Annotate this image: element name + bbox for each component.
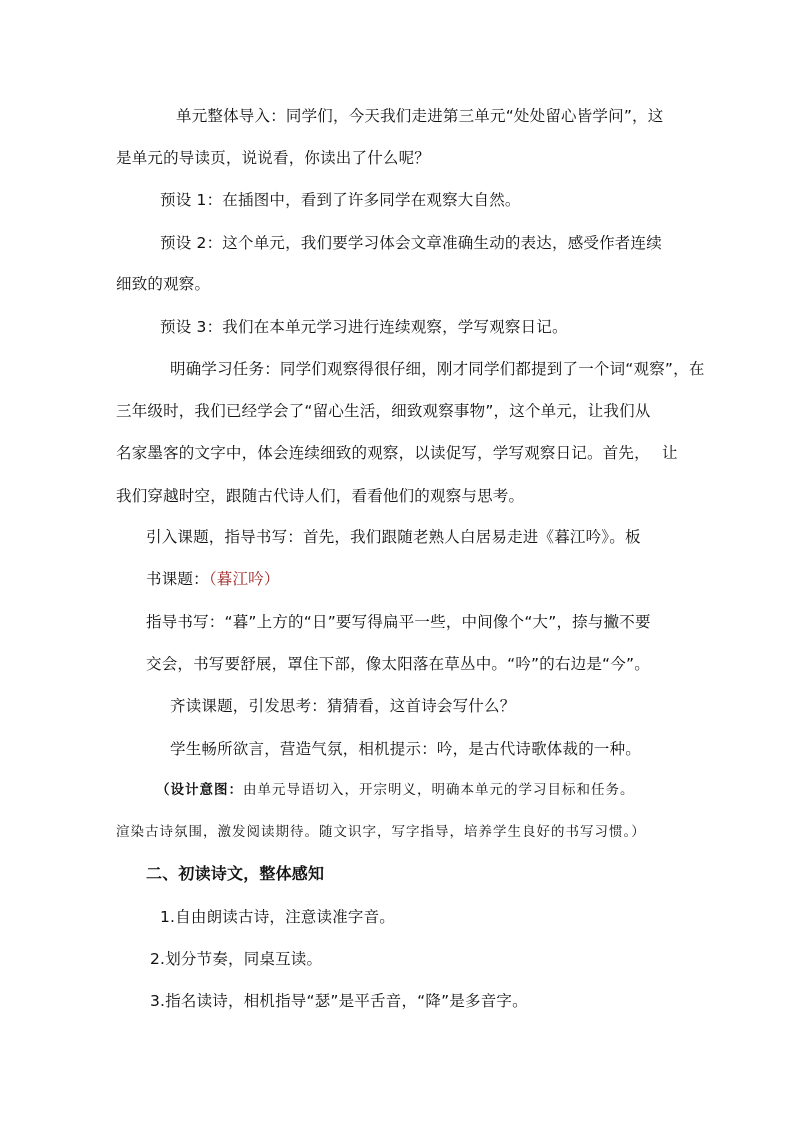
preset-2-line-2: 细致的观察。 bbox=[116, 275, 211, 293]
section-2-heading: 二、初读诗文，整体感知 bbox=[146, 864, 325, 883]
writing-line-1: 指导书写：“暮”上方的“日”要写得扁平一些，中间像个“大”，捺与撇不要 bbox=[146, 613, 651, 631]
design-intent-line-1-rest: 由单元导语切入，开宗明义，明确本单元的学习目标和任务。 bbox=[243, 782, 635, 798]
task-line-1: 明确学习任务：同学们观察得很仔细，刚才同学们都提到了一个词“观察”，在 bbox=[170, 360, 705, 378]
preset-1: 预设 1：在插图中，看到了许多同学在观察大自然。 bbox=[160, 191, 521, 209]
task-line-4: 我们穿越时空，跟随古代诗人们，看看他们的观察与思考。 bbox=[116, 487, 525, 505]
section-2-item-2: 2.划分节奏，同桌互读。 bbox=[150, 950, 323, 968]
preset-3: 预设 3：我们在本单元学习进行连续观察，学写观察日记。 bbox=[160, 318, 568, 336]
section-2-item-3: 3.指名读诗，相机指导“瑟”是平舌音，“降”是多音字。 bbox=[150, 992, 528, 1010]
reading-line-1: 齐读课题，引发思考：猜猜看，这首诗会写什么？ bbox=[170, 697, 516, 715]
reading-line-2: 学生畅所欲言，营造气氛，相机提示：吟，是古代诗歌体裁的一种。 bbox=[170, 740, 642, 758]
intro-line-2: 是单元的导读页，说说看，你读出了什么呢？ bbox=[116, 149, 431, 167]
task-line-3-end: 让 bbox=[662, 444, 678, 462]
intro-line-1: 单元整体导入：同学们，今天我们走进第三单元“处处留心皆学问”，这 bbox=[176, 107, 664, 125]
preset-2-line-1: 预设 2：这个单元，我们要学习体会文章准确生动的表达，感受作者连续 bbox=[160, 234, 662, 252]
design-intent-line-2: 渲染古诗氛围，激发阅读期待。随文识字，写字指导，培养学生良好的书写习惯。） bbox=[116, 824, 646, 840]
task-line-3: 名家墨客的文字中，体会连续细致的观察，以读促写，学写观察日记。首先， bbox=[116, 444, 650, 462]
task-line-2: 三年级时，我们已经学会了“留心生活，细致观察事物”，这个单元，让我们从 bbox=[116, 402, 651, 420]
topic-line-1: 引入课题，指导书写：首先，我们跟随老熟人白居易走进《暮江吟》。板 bbox=[146, 528, 641, 546]
design-intent-label: （设计意图： bbox=[156, 782, 243, 798]
section-2-item-1: 1.自由朗读古诗，注意读准字音。 bbox=[160, 908, 395, 926]
writing-line-2: 交会，书写要舒展，罩住下部，像太阳落在草丛中。“吟”的右边是“今”。 bbox=[146, 655, 650, 673]
design-intent-line-1 bbox=[156, 780, 635, 800]
topic-line-2-prefix: 书课题： bbox=[146, 570, 209, 588]
topic-line-2 bbox=[146, 569, 280, 589]
lesson-title: （暮江吟） bbox=[208, 570, 280, 588]
